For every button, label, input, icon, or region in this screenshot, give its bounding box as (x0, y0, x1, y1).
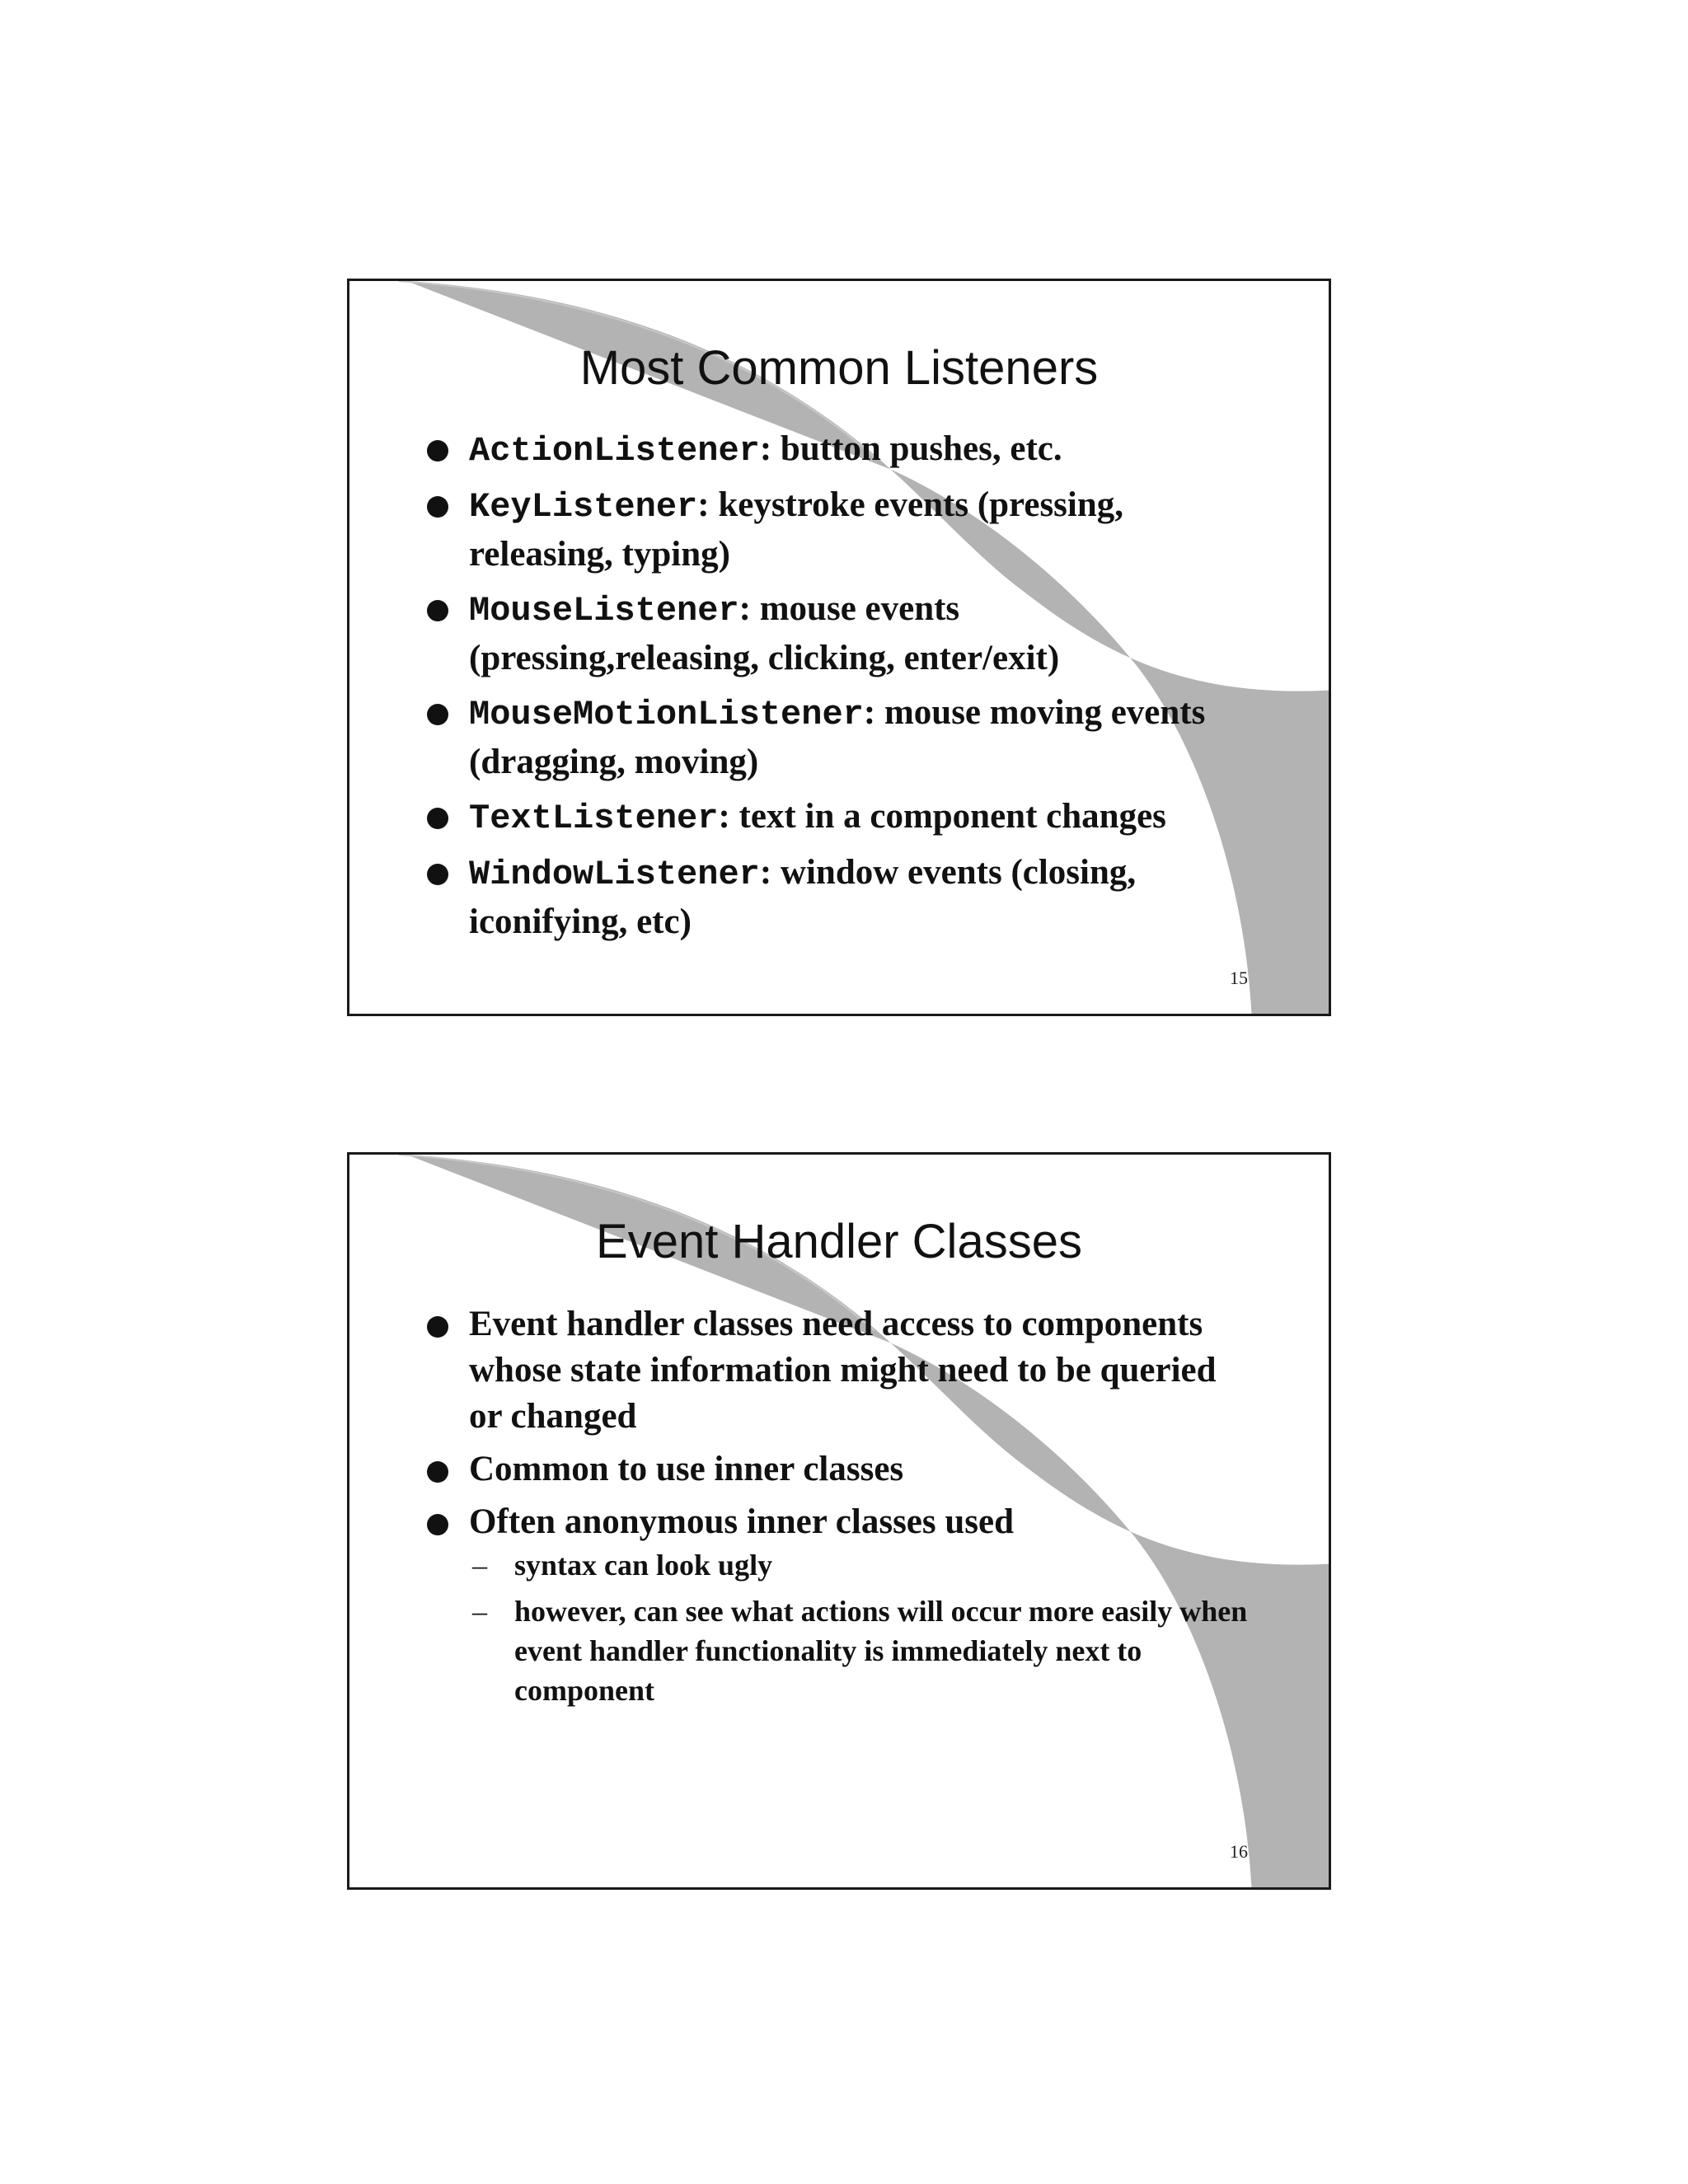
bullet-text: Event handler classes need access to components whose state information might need to be queried or changed (469, 1305, 1217, 1436)
page-number: 16 (1230, 1841, 1248, 1862)
slide-title: Most Common Listeners (579, 341, 1099, 395)
bullet-text: Often anonymous inner classes used (469, 1502, 1015, 1541)
slide-title: Event Handler Classes (596, 1215, 1082, 1268)
bullet-text: : mouse moving events (dragging, moving) (469, 693, 1206, 781)
list-item (424, 1301, 1248, 1440)
bullet-dot-icon (427, 600, 448, 621)
bullet-dot-icon (427, 1461, 448, 1483)
bullet-text: : keystroke events (pressing, releasing, typing) (469, 485, 1124, 574)
sub-list-item (469, 1545, 1248, 1585)
list-item (424, 793, 1248, 842)
code-term: MouseMotionListener (469, 695, 864, 734)
list-item (424, 1499, 1248, 1710)
bullet-dot-icon (427, 704, 448, 725)
sub-bullet-text: syntax can look ugly (514, 1549, 773, 1582)
code-term: KeyListener (469, 487, 698, 527)
bullet-text: : window events (closing, iconifying, etc) (469, 853, 1137, 941)
code-term: ActionListener (469, 431, 760, 471)
bullet-text: : text in a component changes (718, 797, 1166, 836)
list-item (424, 481, 1248, 579)
page-number: 15 (1230, 968, 1248, 988)
bullet-dot-icon (427, 440, 448, 462)
bullet-dot-icon (427, 864, 448, 885)
list-item (424, 689, 1248, 786)
bullet-dot-icon (427, 496, 448, 518)
list-item (424, 1446, 1248, 1493)
sub-bullet-list (469, 1545, 1248, 1710)
slide-16 (347, 1152, 1331, 1890)
code-term: TextListener (469, 799, 719, 838)
bullet-dot-icon (427, 1316, 448, 1338)
dash-icon: – (472, 1549, 487, 1582)
list-item (424, 425, 1248, 475)
list-item (424, 849, 1248, 946)
bullet-text: Common to use inner classes (469, 1450, 904, 1488)
slide-15 (347, 279, 1331, 1016)
bullet-text: : mouse events (pressing,releasing, clicking, enter/exit) (469, 589, 1060, 677)
sub-bullet-text: however, can see what actions will occur more easily when event handler functionality is immediately next to component (514, 1595, 1248, 1707)
bullet-dot-icon (427, 808, 448, 829)
bullet-text: : button pushes, etc. (759, 429, 1062, 468)
bullet-list (424, 425, 1248, 953)
sub-list-item (469, 1591, 1248, 1710)
code-term: MouseListener (469, 591, 739, 630)
bullet-dot-icon (427, 1514, 448, 1535)
bullet-list (424, 1301, 1248, 1717)
code-term: WindowListener (469, 855, 760, 894)
list-item (424, 585, 1248, 682)
dash-icon: – (472, 1595, 487, 1628)
